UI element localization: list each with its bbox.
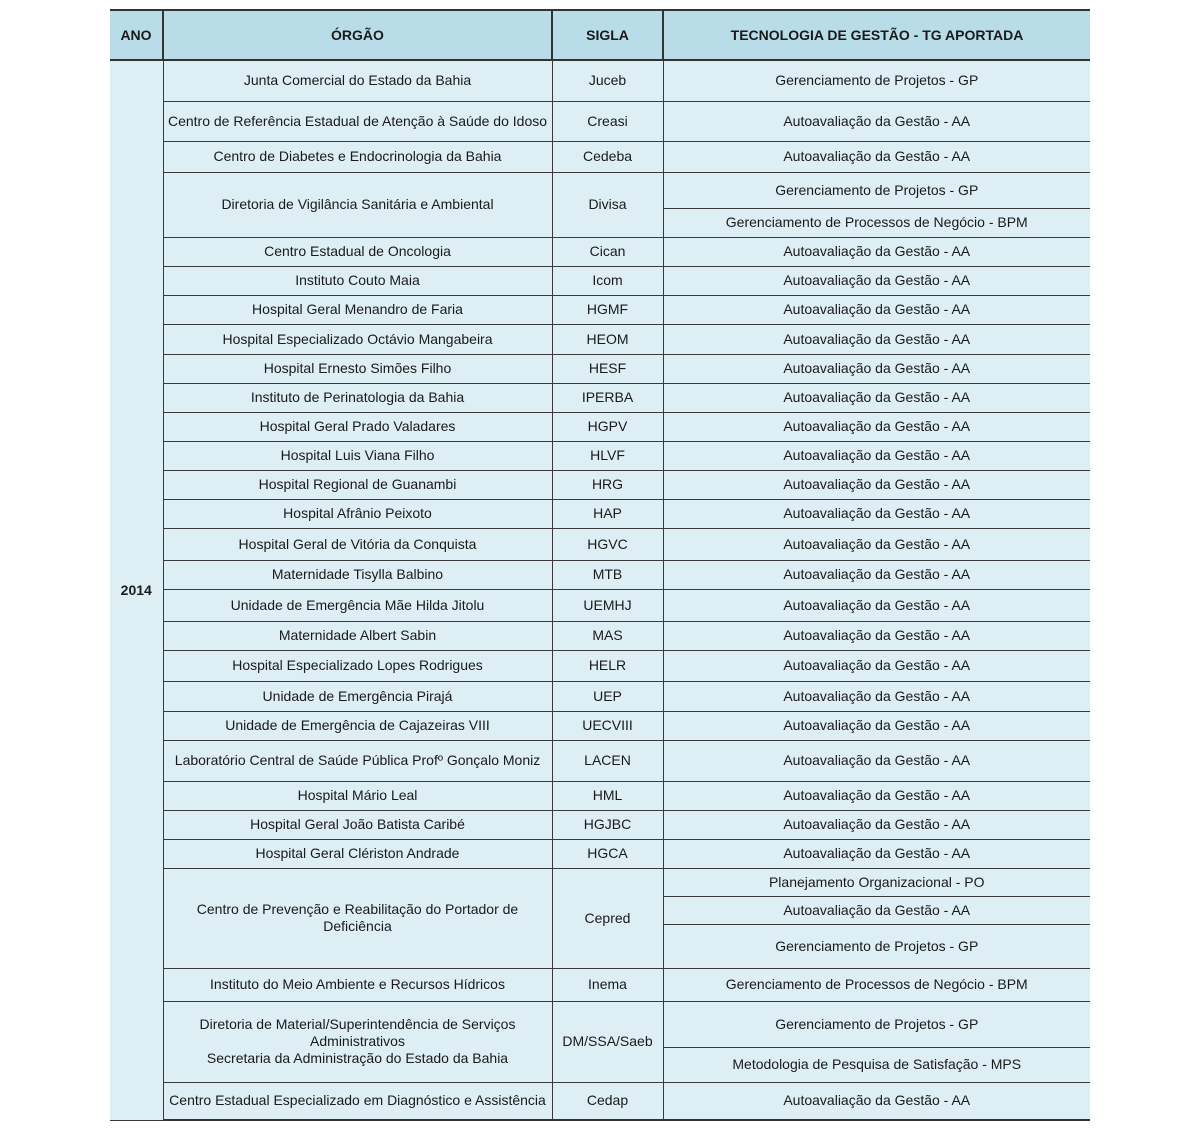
tg-cell: Autoavaliação da Gestão - AA xyxy=(663,560,1090,589)
sigla-cell: UEP xyxy=(552,681,663,711)
table-row xyxy=(110,383,1090,412)
table-row xyxy=(110,868,1090,896)
sigla-cell: Cedap xyxy=(552,1082,663,1120)
orgao-cell: Centro Estadual Especializado em Diagnóstico e Assistência xyxy=(163,1082,552,1120)
table-row xyxy=(110,839,1090,868)
tg-cell: Autoavaliação da Gestão - AA xyxy=(663,266,1090,295)
tg-cell: Autoavaliação da Gestão - AA xyxy=(663,383,1090,412)
orgao-cell: Junta Comercial do Estado da Bahia xyxy=(163,60,552,101)
sigla-cell: DM/SSA/Saeb xyxy=(552,1001,663,1082)
table-row xyxy=(110,968,1090,1001)
tg-cell: Autoavaliação da Gestão - AA xyxy=(663,711,1090,740)
sigla-cell: Cepred xyxy=(552,868,663,968)
sigla-cell: HRG xyxy=(552,470,663,499)
orgao-cell: Centro de Diabetes e Endocrinologia da Bahia xyxy=(163,141,552,172)
orgao-cell: Unidade de Emergência de Cajazeiras VIII xyxy=(163,711,552,740)
orgao-cell: Hospital Geral Menandro de Faria xyxy=(163,295,552,324)
year-cell: 2014 xyxy=(110,60,163,1120)
tg-cell: Autoavaliação da Gestão - AA xyxy=(663,839,1090,868)
sigla-cell: Cican xyxy=(552,237,663,266)
table-row xyxy=(110,354,1090,383)
table-row xyxy=(110,650,1090,681)
sigla-cell: UECVIII xyxy=(552,711,663,740)
tg-cell: Autoavaliação da Gestão - AA xyxy=(663,740,1090,781)
tg-cell: Autoavaliação da Gestão - AA xyxy=(663,237,1090,266)
orgao-cell: Maternidade Albert Sabin xyxy=(163,621,552,650)
sigla-cell: LACEN xyxy=(552,740,663,781)
table-row xyxy=(110,560,1090,589)
sigla-cell: HGJBC xyxy=(552,810,663,839)
tg-cell: Autoavaliação da Gestão - AA xyxy=(663,681,1090,711)
sigla-cell: MTB xyxy=(552,560,663,589)
sigla-cell: MAS xyxy=(552,621,663,650)
orgao-cell: Centro de Prevenção e Reabilitação do Portador de Deficiência xyxy=(163,868,552,968)
orgao-cell: Maternidade Tisylla Balbino xyxy=(163,560,552,589)
tg-cell: Gerenciamento de Projetos - GP xyxy=(663,60,1090,101)
table-row xyxy=(110,621,1090,650)
tg-cell: Autoavaliação da Gestão - AA xyxy=(663,499,1090,528)
tg-cell: Autoavaliação da Gestão - AA xyxy=(663,528,1090,560)
tg-cell: Autoavaliação da Gestão - AA xyxy=(663,589,1090,621)
orgao-cell: Instituto Couto Maia xyxy=(163,266,552,295)
tg-cell: Gerenciamento de Processos de Negócio - BPM xyxy=(663,208,1090,237)
sigla-cell: HELR xyxy=(552,650,663,681)
tg-cell: Planejamento Organizacional - PO xyxy=(663,868,1090,896)
sigla-cell: HGVC xyxy=(552,528,663,560)
header-orgao: ÓRGÃO xyxy=(163,10,552,60)
sigla-cell: HGPV xyxy=(552,412,663,441)
tg-cell: Autoavaliação da Gestão - AA xyxy=(663,101,1090,141)
tg-cell: Gerenciamento de Projetos - GP xyxy=(663,172,1090,208)
table-row xyxy=(110,266,1090,295)
table-row xyxy=(110,101,1090,141)
orgao-cell: Diretoria de Vigilância Sanitária e Ambiental xyxy=(163,172,552,237)
orgao-cell: Instituto de Perinatologia da Bahia xyxy=(163,383,552,412)
header-sigla: SIGLA xyxy=(552,10,663,60)
orgao-cell: Hospital Ernesto Simões Filho xyxy=(163,354,552,383)
table-header-row xyxy=(110,10,1090,60)
table-row xyxy=(110,441,1090,470)
table-row xyxy=(110,141,1090,172)
orgao-cell: Unidade de Emergência Mãe Hilda Jitolu xyxy=(163,589,552,621)
table-row xyxy=(110,711,1090,740)
table-row xyxy=(110,172,1090,208)
table-row xyxy=(110,681,1090,711)
table-row xyxy=(110,1001,1090,1047)
table-row xyxy=(110,499,1090,528)
sigla-cell: HGMF xyxy=(552,295,663,324)
orgao-cell: Hospital Geral Clériston Andrade xyxy=(163,839,552,868)
tg-cell: Metodologia de Pesquisa de Satisfação - MPS xyxy=(663,1047,1090,1082)
table-row xyxy=(110,470,1090,499)
management-technology-table xyxy=(110,9,1090,1121)
orgao-cell: Hospital Especializado Lopes Rodrigues xyxy=(163,650,552,681)
table-row xyxy=(110,589,1090,621)
orgao-cell: Hospital Regional de Guanambi xyxy=(163,470,552,499)
orgao-cell: Hospital Especializado Octávio Mangabeira xyxy=(163,324,552,354)
sigla-cell: Divisa xyxy=(552,172,663,237)
sigla-cell: HGCA xyxy=(552,839,663,868)
sigla-cell: HEOM xyxy=(552,324,663,354)
tg-cell: Gerenciamento de Projetos - GP xyxy=(663,1001,1090,1047)
orgao-cell: Centro de Referência Estadual de Atenção à Saúde do Idoso xyxy=(163,101,552,141)
orgao-cell: Hospital Afrânio Peixoto xyxy=(163,499,552,528)
table-row xyxy=(110,740,1090,781)
orgao-cell: Hospital Mário Leal xyxy=(163,781,552,810)
tg-cell: Autoavaliação da Gestão - AA xyxy=(663,650,1090,681)
tg-cell: Autoavaliação da Gestão - AA xyxy=(663,354,1090,383)
sigla-cell: Cedeba xyxy=(552,141,663,172)
tg-cell: Autoavaliação da Gestão - AA xyxy=(663,412,1090,441)
table-row xyxy=(110,781,1090,810)
sigla-cell: Inema xyxy=(552,968,663,1001)
tg-cell: Autoavaliação da Gestão - AA xyxy=(663,810,1090,839)
orgao-cell: Hospital Luis Viana Filho xyxy=(163,441,552,470)
table-row xyxy=(110,810,1090,839)
table-row xyxy=(110,60,1090,101)
orgao-cell: Diretoria de Material/Superintendência de Serviços Administrativos Secretaria da Administração do Estado da Bahia xyxy=(163,1001,552,1082)
sigla-cell: HAP xyxy=(552,499,663,528)
header-tg: TECNOLOGIA DE GESTÃO - TG APORTADA xyxy=(663,10,1090,60)
sigla-cell: HESF xyxy=(552,354,663,383)
tg-cell: Gerenciamento de Projetos - GP xyxy=(663,924,1090,968)
sigla-cell: IPERBA xyxy=(552,383,663,412)
sigla-cell: Icom xyxy=(552,266,663,295)
tg-cell: Autoavaliação da Gestão - AA xyxy=(663,324,1090,354)
orgao-cell: Laboratório Central de Saúde Pública Profº Gonçalo Moniz xyxy=(163,740,552,781)
table-row xyxy=(110,412,1090,441)
orgao-cell: Hospital Geral Prado Valadares xyxy=(163,412,552,441)
tg-cell: Autoavaliação da Gestão - AA xyxy=(663,141,1090,172)
tg-cell: Autoavaliação da Gestão - AA xyxy=(663,470,1090,499)
orgao-cell: Unidade de Emergência Pirajá xyxy=(163,681,552,711)
tg-cell: Autoavaliação da Gestão - AA xyxy=(663,1082,1090,1120)
sigla-cell: HML xyxy=(552,781,663,810)
tg-cell: Autoavaliação da Gestão - AA xyxy=(663,621,1090,650)
sigla-cell: Creasi xyxy=(552,101,663,141)
tg-cell: Autoavaliação da Gestão - AA xyxy=(663,896,1090,924)
tg-cell: Gerenciamento de Processos de Negócio - BPM xyxy=(663,968,1090,1001)
sigla-cell: Juceb xyxy=(552,60,663,101)
table-row xyxy=(110,295,1090,324)
orgao-cell: Centro Estadual de Oncologia xyxy=(163,237,552,266)
table-row xyxy=(110,528,1090,560)
table-row xyxy=(110,237,1090,266)
sigla-cell: HLVF xyxy=(552,441,663,470)
tg-cell: Autoavaliação da Gestão - AA xyxy=(663,781,1090,810)
header-ano: ANO xyxy=(110,10,163,60)
tg-cell: Autoavaliação da Gestão - AA xyxy=(663,441,1090,470)
table-row xyxy=(110,324,1090,354)
tg-cell: Autoavaliação da Gestão - AA xyxy=(663,295,1090,324)
orgao-cell: Instituto do Meio Ambiente e Recursos Hídricos xyxy=(163,968,552,1001)
orgao-cell: Hospital Geral João Batista Caribé xyxy=(163,810,552,839)
sigla-cell: UEMHJ xyxy=(552,589,663,621)
orgao-cell: Hospital Geral de Vitória da Conquista xyxy=(163,528,552,560)
table-row xyxy=(110,1082,1090,1120)
